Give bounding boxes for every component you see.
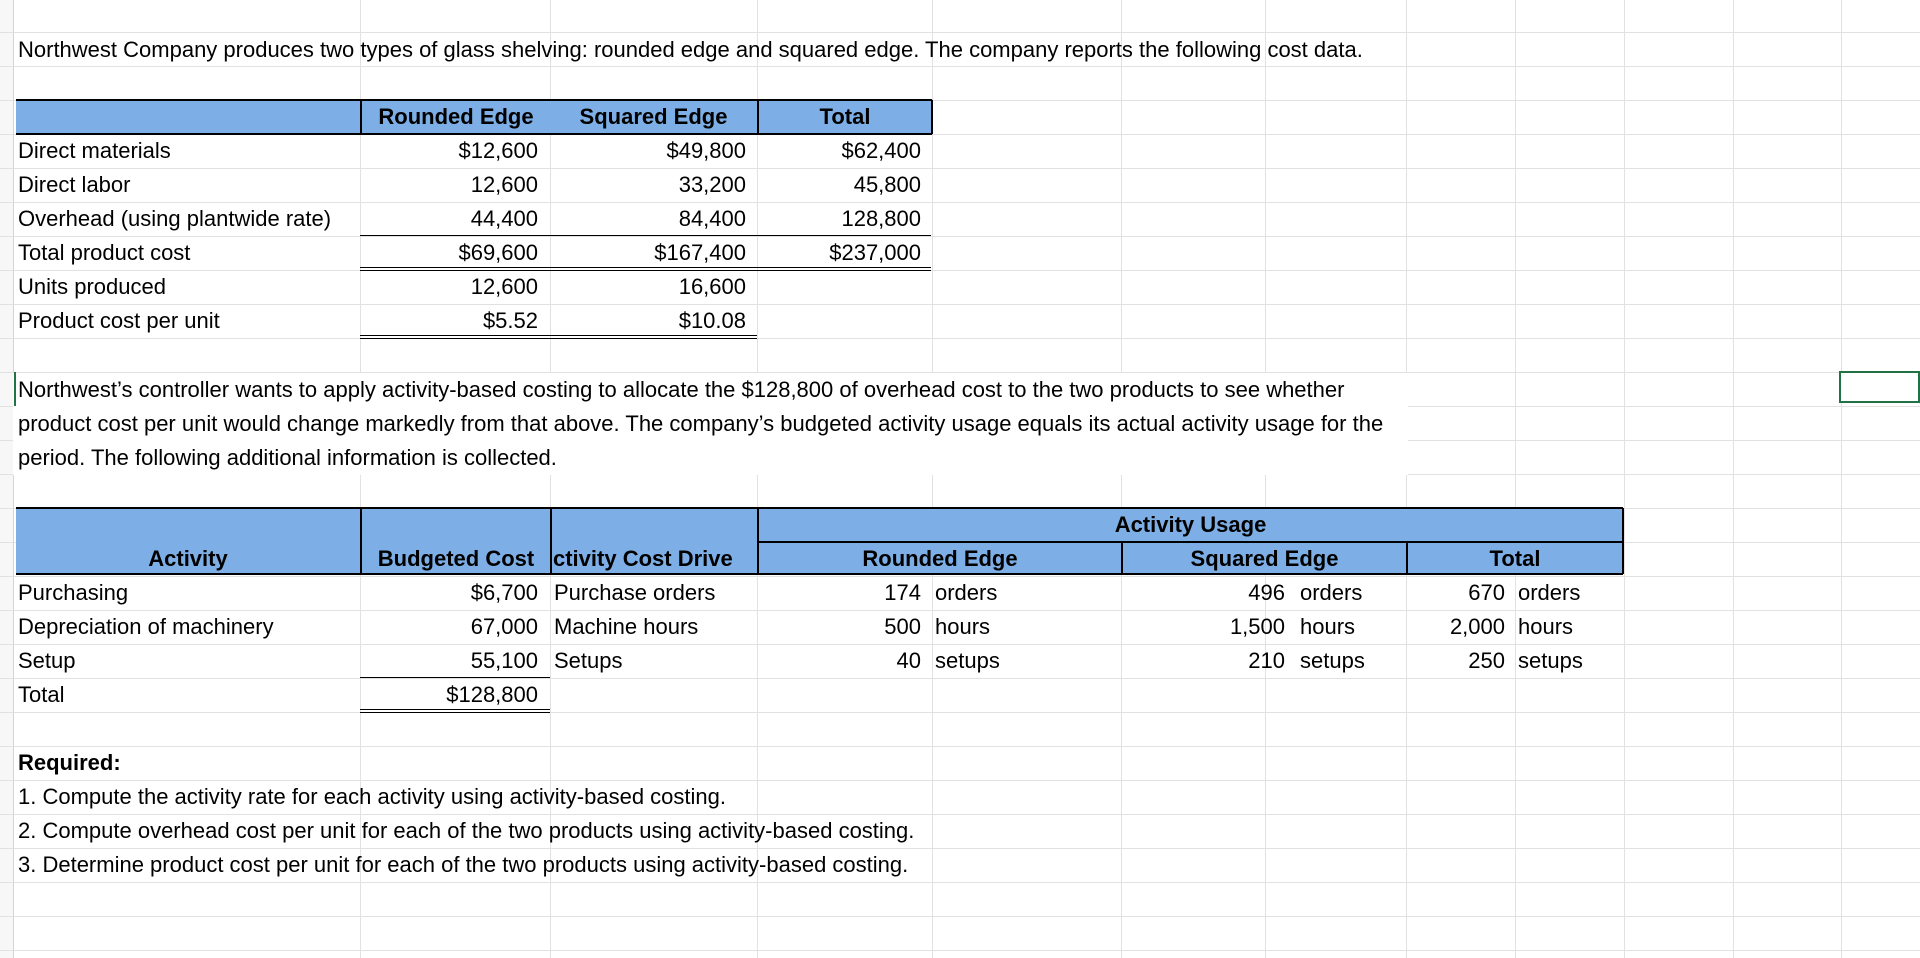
- usage-qty: 500: [884, 614, 921, 639]
- cost-cell: [759, 270, 921, 304]
- activity-name: Depreciation of machinery: [18, 614, 274, 639]
- usage-unit: orders: [1518, 580, 1581, 605]
- required-title: Required:: [18, 750, 121, 775]
- budgeted-cost-cell: 55,100: [470, 648, 538, 673]
- intro-text: Northwest Company produces two types of glass shelving: rounded edge and squared edge. The company reports the following cost data.: [18, 37, 1363, 62]
- cost-cell: $10.08: [678, 308, 746, 333]
- cost-cell: $62,400: [841, 138, 921, 163]
- double-underline: [360, 338, 757, 339]
- cost-driver-header: ctivity Cost Drive: [553, 546, 733, 571]
- cost-cell: 12,600: [470, 172, 538, 197]
- active-cell-marker: [14, 372, 16, 406]
- gridline: [0, 882, 1920, 883]
- gridline: [0, 304, 1920, 305]
- cost-header-squared: Squared Edge: [579, 104, 728, 129]
- gridline: [932, 0, 933, 958]
- cost-driver-cell: Setups: [554, 648, 623, 673]
- cost-cell: 44,400: [470, 206, 538, 231]
- budgeted-cost-header: Budgeted Cost: [377, 546, 535, 571]
- usage-qty: 2,000: [1449, 614, 1505, 639]
- cost-driver-cell: Machine hours: [554, 614, 699, 639]
- gridline: [0, 712, 1920, 713]
- squared-edge-header: Squared Edge: [1190, 546, 1339, 571]
- usage-unit: setups: [1300, 648, 1365, 673]
- usage-qty: 496: [1248, 580, 1285, 605]
- required-item: 2. Compute overhead cost per unit for each of the two products using activity-based costing.: [18, 818, 915, 843]
- border-line: [931, 100, 933, 134]
- cost-cell: $49,800: [666, 138, 746, 163]
- double-underline: [360, 335, 757, 336]
- rounded-edge-header: Rounded Edge: [862, 546, 1018, 571]
- cost-row-label: Overhead (using plantwide rate): [18, 206, 332, 231]
- usage-qty: 250: [1468, 648, 1505, 673]
- cost-cell: $12,600: [458, 138, 538, 163]
- gridline: [0, 168, 1920, 169]
- gridline: [1841, 0, 1842, 958]
- usage-qty: 1,500: [1229, 614, 1285, 639]
- cost-cell: 128,800: [841, 206, 921, 231]
- usage-unit: setups: [1518, 648, 1583, 673]
- cost-cell: [759, 304, 921, 338]
- usage-qty: 210: [1248, 648, 1285, 673]
- usage-unit: hours: [1518, 614, 1574, 639]
- usage-qty: 174: [884, 580, 921, 605]
- activity-total-cost: $128,800: [446, 682, 538, 707]
- double-underline: [360, 709, 550, 710]
- cost-cell: 33,200: [678, 172, 746, 197]
- cost-cell: 12,600: [470, 274, 538, 299]
- gridline: [0, 270, 1920, 271]
- cost-cell: $69,600: [458, 240, 538, 265]
- usage-qty: 40: [896, 648, 921, 673]
- cost-row-label: Total product cost: [18, 240, 191, 265]
- usage-qty: 670: [1468, 580, 1505, 605]
- budgeted-cost-cell: $6,700: [470, 580, 538, 605]
- cost-row-label: Product cost per unit: [18, 308, 220, 333]
- activity-total-label: Total: [18, 682, 65, 707]
- gridline: [0, 678, 1920, 679]
- border-line: [550, 508, 552, 574]
- gridline: [1406, 0, 1407, 958]
- cost-cell: 84,400: [678, 206, 746, 231]
- cost-cell: 45,800: [853, 172, 921, 197]
- activity-header: Activity: [148, 546, 228, 571]
- cost-header-total: Total: [819, 104, 871, 129]
- cost-row-label: Units produced: [18, 274, 166, 299]
- gridline: [0, 338, 1920, 339]
- activity-name: Setup: [18, 648, 76, 673]
- usage-unit: hours: [1300, 614, 1356, 639]
- required-item: 3. Determine product cost per unit for each of the two products using activity-based costing.: [18, 852, 909, 877]
- double-underline: [360, 712, 550, 713]
- gridline: [0, 236, 1920, 237]
- gridline: [1515, 0, 1516, 958]
- gridline: [0, 916, 1920, 917]
- gridline: [1121, 0, 1122, 958]
- cost-row-label: Direct labor: [18, 172, 131, 197]
- activity-usage-group-header: Activity Usage: [1114, 512, 1267, 537]
- double-underline: [360, 267, 931, 268]
- cost-cell: 16,600: [678, 274, 746, 299]
- cost-header-rounded: Rounded Edge: [378, 104, 534, 129]
- gridline: [0, 746, 1920, 747]
- total-usage-header: Total: [1489, 546, 1541, 571]
- activity-name: Purchasing: [18, 580, 129, 605]
- usage-unit: setups: [935, 648, 1000, 673]
- gridline: [0, 950, 1920, 951]
- usage-unit: orders: [1300, 580, 1363, 605]
- border-line: [1622, 508, 1624, 574]
- selected-cell[interactable]: [1839, 371, 1920, 403]
- cost-row-label: Direct materials: [18, 138, 171, 163]
- gridline: [1265, 0, 1266, 958]
- cost-cell: $237,000: [829, 240, 921, 265]
- cost-driver-cell: Purchase orders: [554, 580, 716, 605]
- gridline: [1733, 0, 1734, 958]
- cost-cell: $167,400: [654, 240, 746, 265]
- usage-unit: orders: [935, 580, 998, 605]
- budgeted-cost-cell: 67,000: [470, 614, 538, 639]
- required-item: 1. Compute the activity rate for each activity using activity-based costing.: [18, 784, 726, 809]
- usage-unit: hours: [935, 614, 991, 639]
- gridline: [1624, 0, 1625, 958]
- cost-cell: $5.52: [482, 308, 538, 333]
- controller-text: Northwest’s controller wants to apply activity-based costing to allocate the $128,800 of overhead cost to the two products to see whether product cost per unit would change markedly from that above. The company’s budgeted activity usage equals its actual activity usage for the period. The following additional information is collected.: [18, 377, 1384, 470]
